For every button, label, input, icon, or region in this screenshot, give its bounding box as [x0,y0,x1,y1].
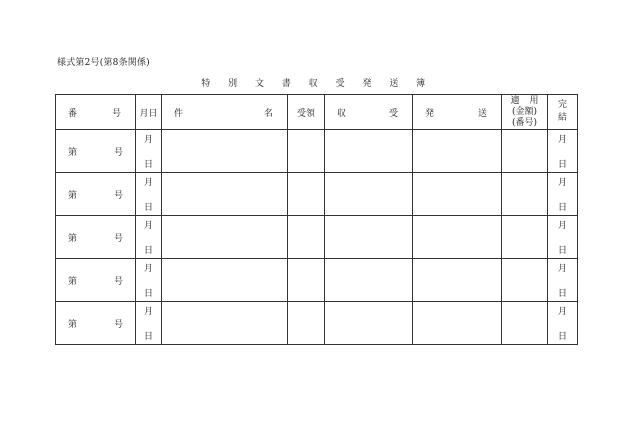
cell-number[interactable]: 第 号 [56,216,136,259]
cell-subject[interactable] [162,216,288,259]
col-subject: 件 名 [162,95,288,130]
cell-subject[interactable] [162,173,288,216]
cell-subject[interactable] [162,259,288,302]
cell-month-day[interactable]: 月 日 [136,259,162,302]
col-received-amount: 受領 [288,95,325,130]
cell-complete[interactable]: 月 日 [548,173,578,216]
cell-send[interactable] [413,130,502,173]
cell-complete[interactable]: 月 日 [548,302,578,345]
col-month-day: 月日 [136,95,162,130]
cell-received-amount[interactable] [288,259,325,302]
cell-month-day[interactable]: 月 日 [136,173,162,216]
cell-number[interactable]: 第 号 [56,173,136,216]
cell-receive[interactable] [325,216,413,259]
col-receive: 収 受 [325,95,413,130]
cell-month-day[interactable]: 月 日 [136,302,162,345]
cell-received-amount[interactable] [288,302,325,345]
col-complete: 完 結 [548,95,578,130]
cell-month-day[interactable]: 月 日 [136,216,162,259]
cell-complete[interactable]: 月 日 [548,259,578,302]
table-row [56,216,578,259]
cell-remarks[interactable] [502,130,548,173]
table-row [56,173,578,216]
cell-receive[interactable] [325,173,413,216]
cell-send[interactable] [413,259,502,302]
table-row [56,259,578,302]
cell-subject[interactable] [162,302,288,345]
cell-complete[interactable]: 月 日 [548,130,578,173]
cell-receive[interactable] [325,130,413,173]
cell-receive[interactable] [325,259,413,302]
cell-received-amount[interactable] [288,173,325,216]
cell-remarks[interactable] [502,259,548,302]
col-number: 番 号 [56,95,136,130]
cell-number[interactable]: 第 号 [56,302,136,345]
cell-month-day[interactable]: 月 日 [136,130,162,173]
cell-complete[interactable]: 月 日 [548,216,578,259]
cell-remarks[interactable] [502,173,548,216]
col-remarks: 適 用 (金額) (番号) [502,95,548,130]
table-row [56,302,578,345]
cell-receive[interactable] [325,302,413,345]
document-title: 特 別 文 書 収 受 発 送 簿 [201,79,433,89]
cell-send[interactable] [413,216,502,259]
cell-subject[interactable] [162,130,288,173]
cell-remarks[interactable] [502,302,548,345]
cell-remarks[interactable] [502,216,548,259]
cell-number[interactable]: 第 号 [56,130,136,173]
table-row [56,130,578,173]
form-label: 様式第2号(第8条関係) [57,58,150,68]
cell-received-amount[interactable] [288,130,325,173]
cell-send[interactable] [413,302,502,345]
cell-number[interactable]: 第 号 [56,259,136,302]
col-send: 発 送 [413,95,502,130]
register-table [55,94,578,345]
cell-send[interactable] [413,173,502,216]
header-row [56,95,578,130]
cell-received-amount[interactable] [288,216,325,259]
